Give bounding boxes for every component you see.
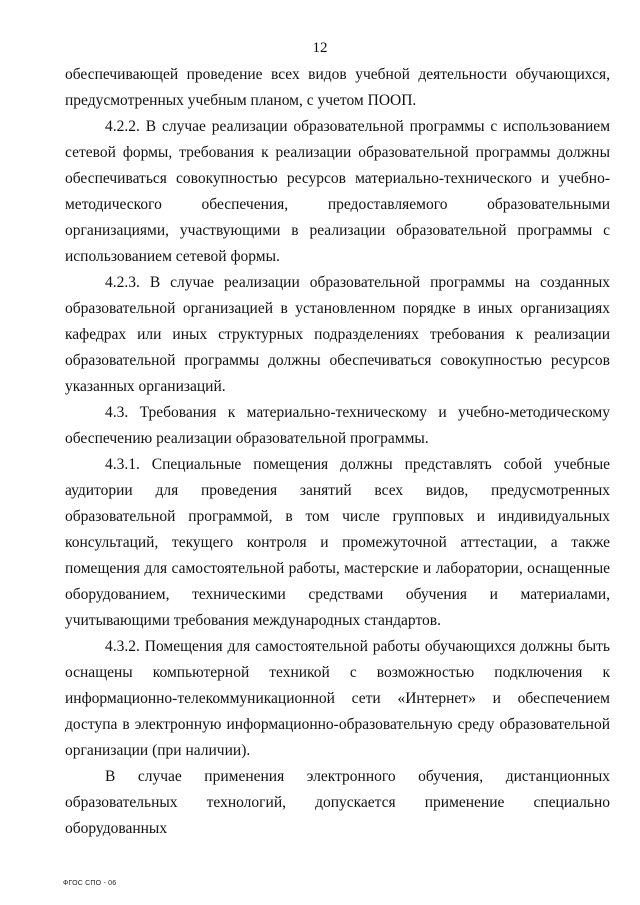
paragraph-electronic-learning: В случае применения электронного обучения, дистанционных образовательных технологий, допускается применение специально оборудованных	[65, 768, 610, 837]
paragraph-continuation: обеспечивающей проведение всех видов учебной деятельности обучающихся, предусмотренных учебным планом, с учетом ПООП.	[65, 66, 610, 109]
paragraph-4-2-2: 4.2.2. В случае реализации образовательной программы с использованием сетевой формы, требования к реализации образовательной программы должны обеспечиваться совокупностью ресурсов материально-технического и учебно-методического обеспечения, предоставляемого образовательными организациями, участвующими в реализации образовательной программы с использованием сетевой формы.	[65, 118, 610, 265]
paragraph-4-2-3: 4.2.3. В случае реализации образовательной программы на созданных образовательной организацией в установленном порядке в иных организациях кафедрах или иных структурных подразделениях требования к реализации образовательной программы должны обеспечиваться совокупностью ресурсов указанных организаций.	[65, 274, 610, 395]
footer-standard-code: ФГОС СПО - 06	[63, 880, 117, 887]
page-number: 12	[312, 40, 328, 56]
paragraph-4-3: 4.3. Требования к материально-техническому и учебно-методическому обеспечению реализации образовательной программы.	[65, 404, 610, 447]
paragraph-4-3-1: 4.3.1. Специальные помещения должны представлять собой учебные аудитории для проведения занятий всех видов, предусмотренных образовательной программой, в том числе групповых и индивидуальных консультаций, текущего контроля и промежуточной аттестации, а также помещения для самостоятельной работы, мастерские и лаборатории, оснащенные оборудованием, техническими средствами обучения и материалами, учитывающими требования международных стандартов.	[65, 456, 610, 629]
paragraph-4-3-2: 4.3.2. Помещения для самостоятельной работы обучающихся должны быть оснащены компьютерной техникой с возможностью подключения к информационно-телекоммуникационной сети «Интернет» и обеспечением доступа в электронную информационно-образовательную среду образовательной организации (при наличии).	[65, 638, 610, 759]
document-body	[65, 62, 610, 842]
